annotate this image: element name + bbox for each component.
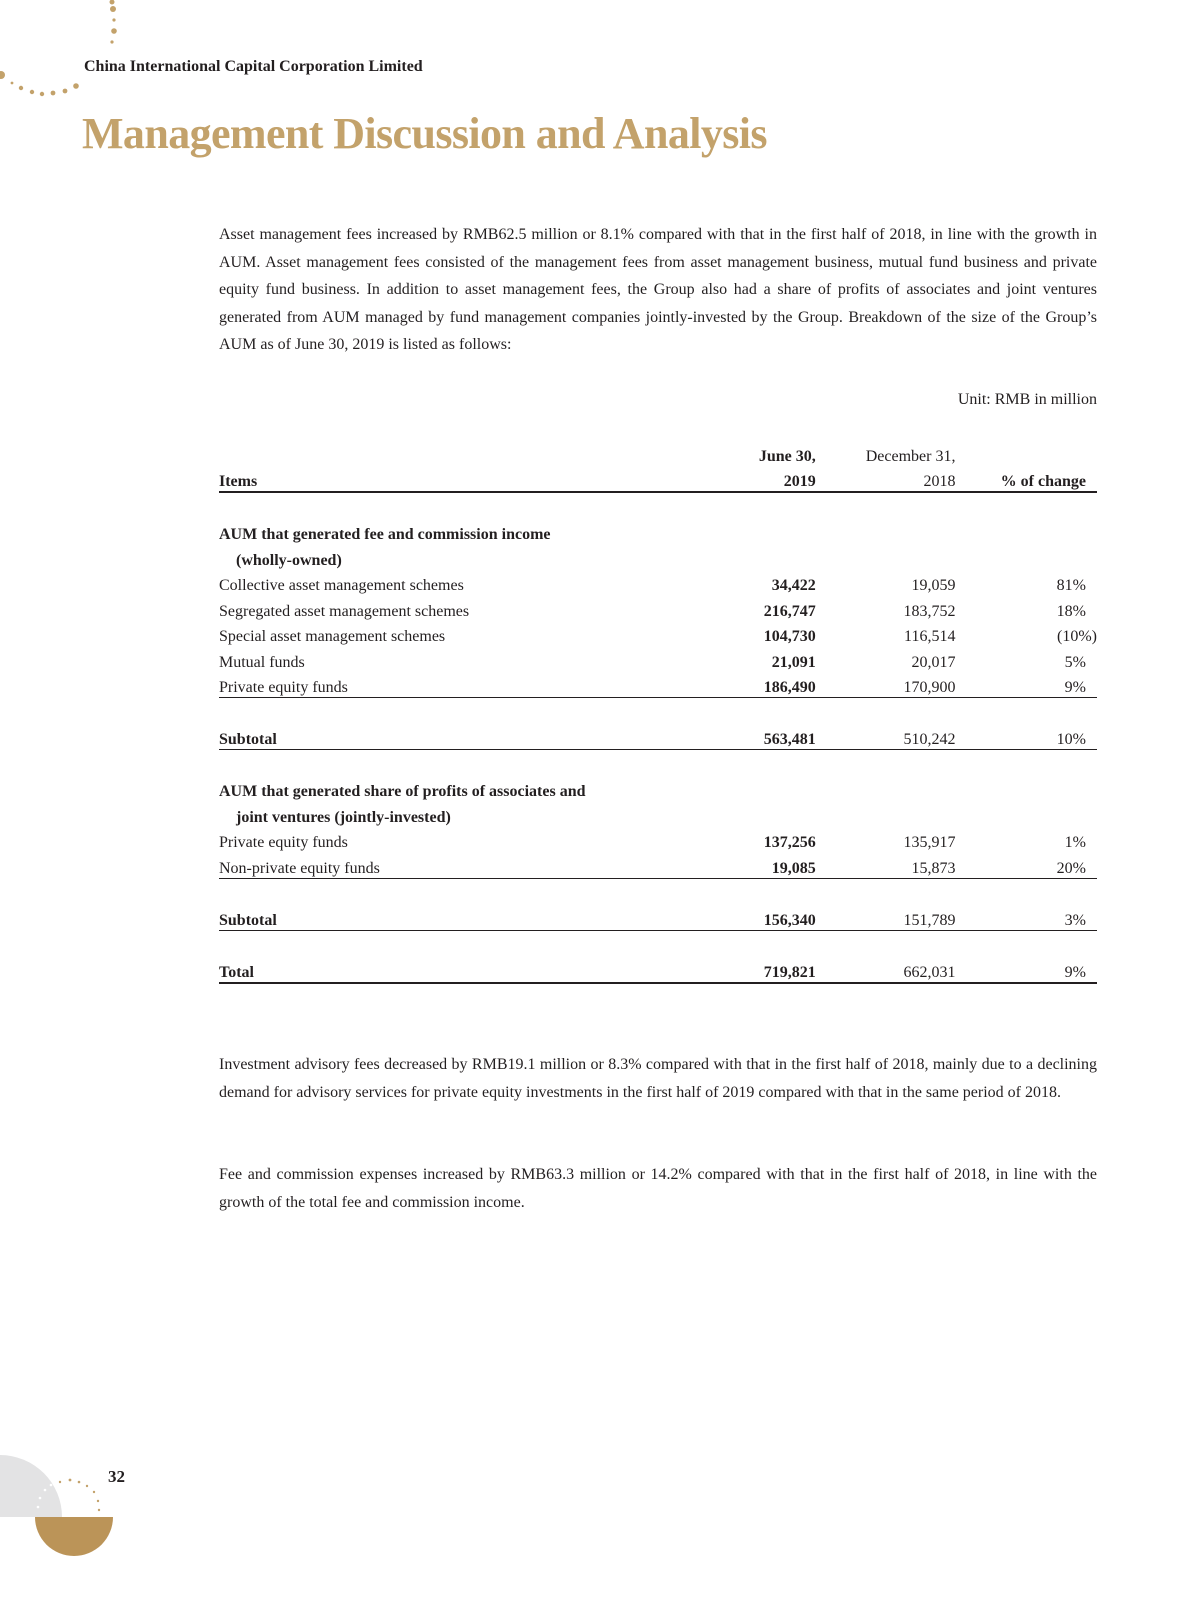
header-items: Items: [219, 466, 667, 493]
row-item: Non-private equity funds: [219, 852, 667, 878]
unit-label: Unit: RMB in million: [957, 391, 1097, 408]
total-dec2018: 662,031: [816, 956, 956, 983]
header-jun-line2: 2019: [667, 466, 815, 493]
row-dec2018: 15,873: [816, 852, 956, 878]
row-change: 20%: [955, 852, 1097, 878]
row-jun2019: 19,085: [667, 852, 815, 878]
row-jun2019: 216,747: [763, 602, 816, 620]
subtotal-change: 10%: [955, 724, 1097, 750]
header-change: % of change: [955, 466, 1097, 493]
table-row: [219, 852, 1097, 878]
table-row: [219, 570, 1097, 596]
section-title: Management Discussion and Analysis: [82, 109, 767, 158]
page-number: 32: [108, 1467, 125, 1486]
header-row-2: [219, 466, 1097, 493]
row-item: Private equity funds: [219, 834, 348, 851]
row-item: Mutual funds: [219, 653, 305, 671]
section2-title-row: [219, 776, 1097, 802]
dotted-arc-decoration-icon: [0, 0, 140, 110]
subtotal-dec2018: 151,789: [816, 904, 956, 930]
subtotal-dec2018: 510,242: [816, 724, 956, 750]
header-dec-line1: December 31,: [865, 447, 956, 465]
total-change: 9%: [955, 956, 1097, 983]
row-change: 18%: [1056, 602, 1086, 620]
row-item: Special asset management schemes: [219, 628, 446, 645]
table-row: [219, 672, 1097, 698]
table-row: [219, 595, 1097, 621]
row-dec2018: 20,017: [911, 653, 956, 671]
row-change: 81%: [1056, 577, 1086, 594]
subtotal-jun2019: 156,340: [667, 904, 815, 930]
row-dec2018: 183,752: [903, 602, 956, 620]
company-name: China International Capital Corporation Limited: [84, 58, 423, 75]
header-jun-line1: June 30,: [758, 447, 816, 465]
row-dec2018: 135,917: [903, 834, 956, 851]
total-label: Total: [219, 956, 667, 983]
subtotal-label: Subtotal: [219, 724, 667, 750]
total-jun2019: 719,821: [667, 956, 815, 983]
section2-title-line1: AUM that generated share of profits of associates and: [219, 783, 586, 800]
table-row: [219, 646, 1097, 672]
row-jun2019: 186,490: [667, 672, 815, 698]
advisory-paragraph: Investment advisory fees decreased by RMB19.1 million or 8.3% compared with that in the first half of 2018, mainly due to a declining demand for advisory services for private equity investments in the first half of 2019 compared with that in the same period of 2018.: [219, 1056, 1097, 1101]
section2-title-line2: joint ventures (jointly-invested): [236, 808, 451, 826]
row-change: (10%): [1057, 628, 1097, 645]
subtotal-row: [219, 904, 1097, 930]
table-row: [219, 621, 1097, 647]
header-dec-line2: 2018: [816, 466, 956, 493]
row-jun2019: 104,730: [763, 628, 816, 645]
row-item: Segregated asset management schemes: [219, 602, 470, 620]
row-dec2018: 116,514: [904, 628, 956, 645]
section1-title-line1: AUM that generated fee and commission income: [219, 526, 551, 543]
section2-title-row-2: [219, 801, 1097, 827]
row-dec2018: 170,900: [816, 672, 956, 698]
section1-title-line2: (wholly-owned): [236, 551, 342, 569]
row-item: Private equity funds: [219, 672, 667, 698]
aum-breakdown-table: [219, 440, 1097, 984]
subtotal-row: [219, 724, 1097, 750]
subtotal-jun2019: 563,481: [667, 724, 815, 750]
row-change: 9%: [955, 672, 1097, 698]
expenses-paragraph: Fee and commission expenses increased by RMB63.3 million or 14.2% compared with that in the first half of 2018, in line with the growth of the total fee and commission income.: [219, 1166, 1097, 1211]
row-change: 1%: [1064, 834, 1086, 851]
row-jun2019: 137,256: [763, 834, 816, 851]
row-jun2019: 34,422: [771, 577, 816, 594]
header-row-1: [219, 440, 1097, 466]
section1-title-row: [219, 519, 1097, 545]
row-item: Collective asset management schemes: [219, 577, 464, 594]
row-dec2018: 19,059: [911, 577, 956, 594]
row-jun2019: 21,091: [771, 653, 816, 671]
section1-title-row-2: [219, 544, 1097, 570]
subtotal-change: 3%: [955, 904, 1097, 930]
subtotal-label: Subtotal: [219, 904, 667, 930]
row-change: 5%: [1064, 653, 1086, 671]
intro-paragraph: Asset management fees increased by RMB62.5 million or 8.1% compared with that in the first half of 2018, in line with the growth in AUM. Asset management fees consisted of the management fees from asset management business, mutual fund business and private equity fund business. In addition to asset management fees, the Group also had a share of profits of associates and joint ventures generated from AUM managed by fund management companies jointly-invested by the Group. Breakdown of the size of the Group’s AUM as of June 30, 2019 is listed as follows:: [219, 226, 1097, 353]
total-row: [219, 956, 1097, 983]
table-row: [219, 827, 1097, 853]
